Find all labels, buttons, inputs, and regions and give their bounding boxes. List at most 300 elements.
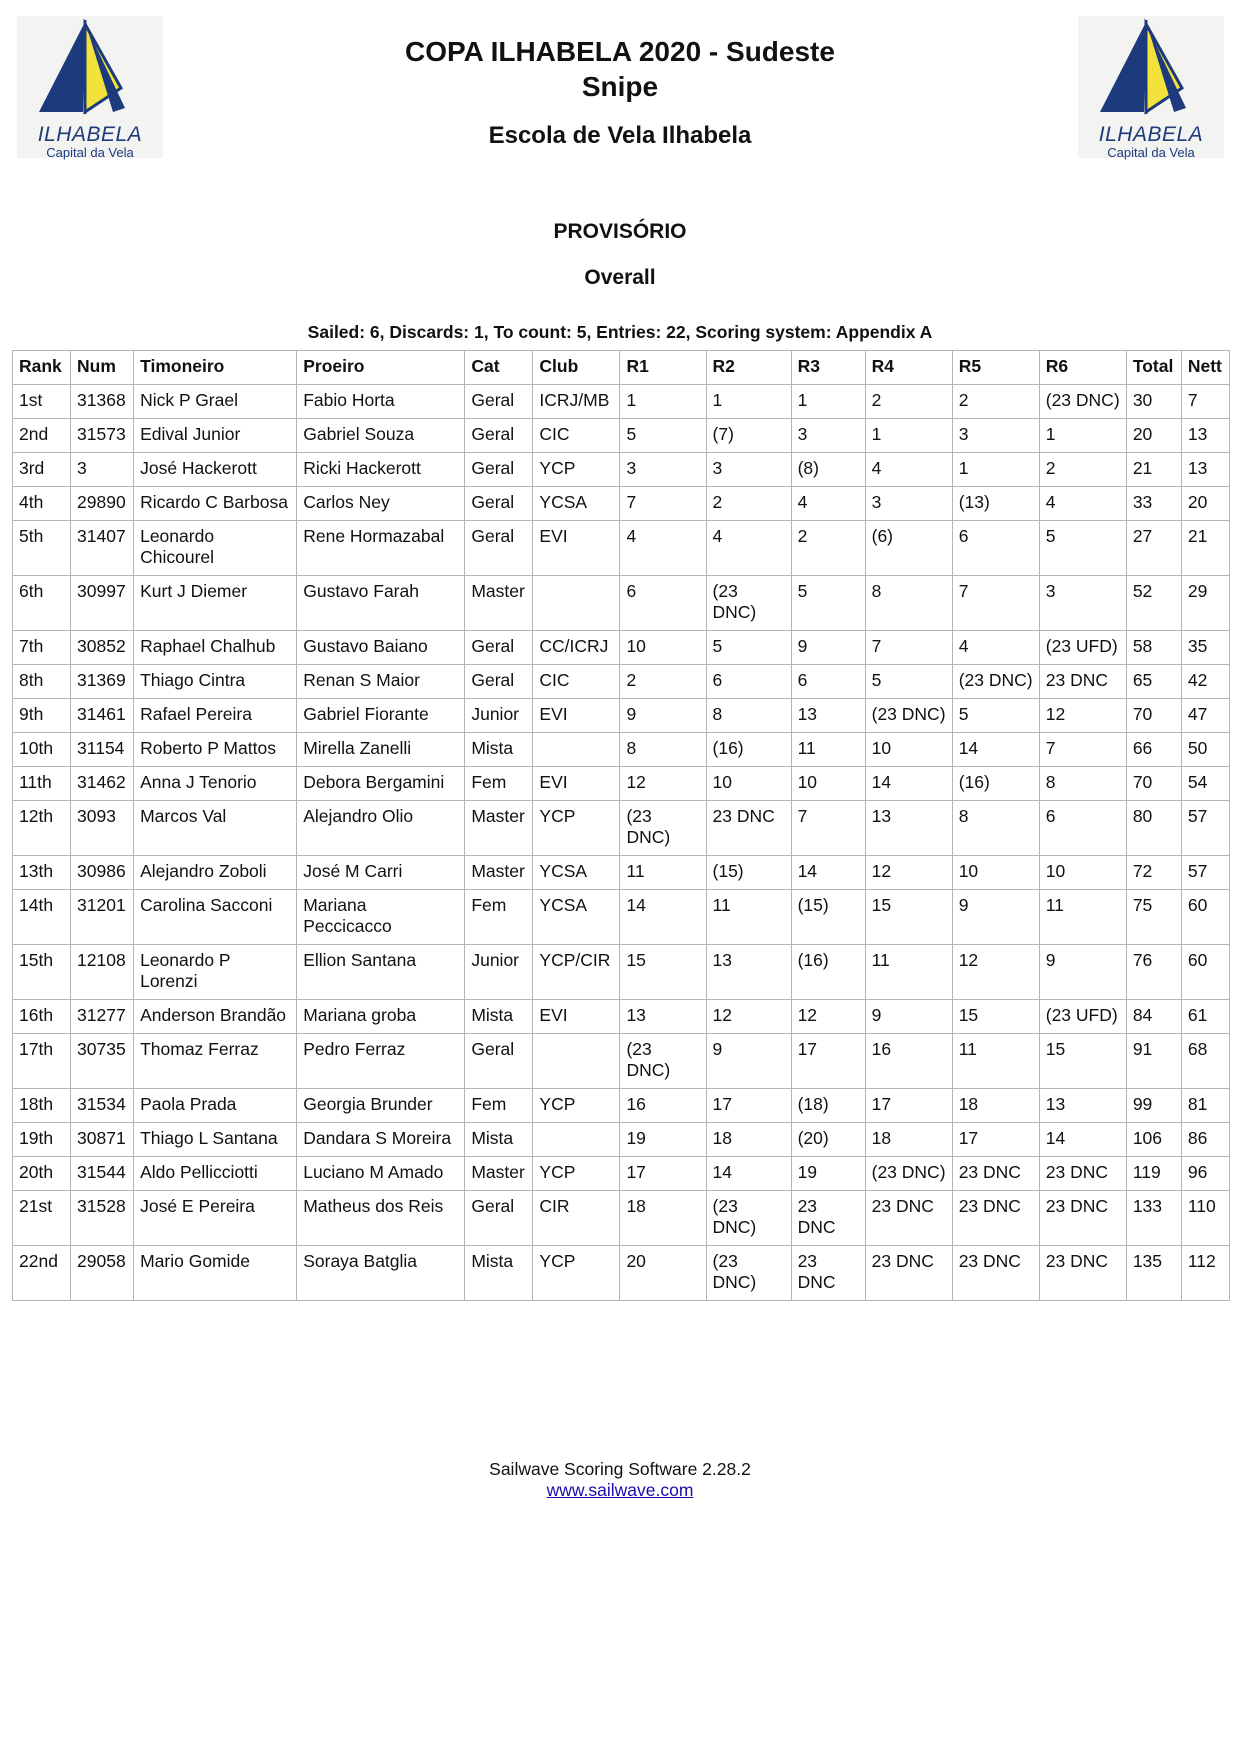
cell-r1: 1 — [620, 385, 706, 419]
cell-r4: 17 — [865, 1089, 952, 1123]
cell-nett: 47 — [1181, 699, 1229, 733]
cell-r2: 4 — [706, 521, 791, 576]
table-header-row — [13, 351, 1230, 385]
cell-nett: 42 — [1181, 665, 1229, 699]
cell-r3: 1 — [791, 385, 865, 419]
cell-r1: 12 — [620, 767, 706, 801]
cell-r5: 23 DNC — [952, 1157, 1039, 1191]
cell-r1: 7 — [620, 487, 706, 521]
cell-r6: 23 DNC — [1039, 1157, 1126, 1191]
cell-r6: 13 — [1039, 1089, 1126, 1123]
cell-r4: (23 DNC) — [865, 699, 952, 733]
cell-crew: Luciano M Amado — [297, 1157, 465, 1191]
cell-total: 75 — [1126, 890, 1181, 945]
cell-rank: 18th — [13, 1089, 71, 1123]
cell-category: Geral — [465, 665, 533, 699]
cell-rank: 12th — [13, 801, 71, 856]
cell-r5: 8 — [952, 801, 1039, 856]
cell-category: Master — [465, 1157, 533, 1191]
cell-r4: 15 — [865, 890, 952, 945]
cell-r6: 3 — [1039, 576, 1126, 631]
cell-r4: (6) — [865, 521, 952, 576]
cell-r4: 14 — [865, 767, 952, 801]
section-title: Overall — [584, 266, 656, 289]
cell-r5: 15 — [952, 1000, 1039, 1034]
cell-r5: 9 — [952, 890, 1039, 945]
table-row — [13, 631, 1230, 665]
cell-r5: 5 — [952, 699, 1039, 733]
cell-category: Fem — [465, 890, 533, 945]
cell-r4: 2 — [865, 385, 952, 419]
cell-r1: 2 — [620, 665, 706, 699]
cell-r5: (13) — [952, 487, 1039, 521]
cell-total: 66 — [1126, 733, 1181, 767]
cell-helm: Thiago L Santana — [134, 1123, 297, 1157]
column-header-r2: R2 — [706, 351, 791, 385]
cell-club: CIC — [533, 665, 620, 699]
cell-category: Mista — [465, 1246, 533, 1301]
cell-r4: 10 — [865, 733, 952, 767]
cell-category: Fem — [465, 767, 533, 801]
cell-r6: 9 — [1039, 945, 1126, 1000]
cell-r5: (23 DNC) — [952, 665, 1039, 699]
cell-club — [533, 1034, 620, 1089]
cell-club — [533, 576, 620, 631]
logo-name: ILHABELA — [37, 123, 143, 146]
table-row — [13, 487, 1230, 521]
cell-r6: (23 DNC) — [1039, 385, 1126, 419]
cell-rank: 2nd — [13, 419, 71, 453]
cell-r2: 5 — [706, 631, 791, 665]
column-header-r6: R6 — [1039, 351, 1126, 385]
cell-total: 80 — [1126, 801, 1181, 856]
cell-category: Geral — [465, 521, 533, 576]
cell-r1: 10 — [620, 631, 706, 665]
cell-r5: (16) — [952, 767, 1039, 801]
cell-rank: 13th — [13, 856, 71, 890]
cell-nett: 57 — [1181, 856, 1229, 890]
cell-category: Geral — [465, 385, 533, 419]
cell-helm: Anna J Tenorio — [134, 767, 297, 801]
column-header-num: Num — [71, 351, 134, 385]
cell-helm: Edival Junior — [134, 419, 297, 453]
cell-r4: 16 — [865, 1034, 952, 1089]
cell-r2: (23 DNC) — [706, 576, 791, 631]
cell-r6: 6 — [1039, 801, 1126, 856]
cell-rank: 19th — [13, 1123, 71, 1157]
cell-r4: 23 DNC — [865, 1246, 952, 1301]
cell-r3: 23 DNC — [791, 1246, 865, 1301]
cell-rank: 20th — [13, 1157, 71, 1191]
cell-r2: 2 — [706, 487, 791, 521]
cell-helm: Raphael Chalhub — [134, 631, 297, 665]
sail-logo-icon — [1078, 16, 1224, 126]
logo-name: ILHABELA — [1098, 123, 1204, 146]
cell-category: Geral — [465, 1191, 533, 1246]
cell-total: 70 — [1126, 767, 1181, 801]
cell-rank: 1st — [13, 385, 71, 419]
results-table — [12, 350, 1230, 1301]
cell-r3: 19 — [791, 1157, 865, 1191]
cell-crew: Pedro Ferraz — [297, 1034, 465, 1089]
cell-r1: 16 — [620, 1089, 706, 1123]
cell-r1: 6 — [620, 576, 706, 631]
cell-r5: 1 — [952, 453, 1039, 487]
table-row — [13, 767, 1230, 801]
cell-r2: 1 — [706, 385, 791, 419]
sailwave-link[interactable]: www.sailwave.com — [546, 1480, 694, 1500]
cell-rank: 7th — [13, 631, 71, 665]
page-header — [250, 34, 990, 150]
cell-r2: 8 — [706, 699, 791, 733]
cell-total: 21 — [1126, 453, 1181, 487]
column-header-r4: R4 — [865, 351, 952, 385]
cell-r1: 17 — [620, 1157, 706, 1191]
cell-r3: 9 — [791, 631, 865, 665]
cell-r2: 3 — [706, 453, 791, 487]
cell-total: 58 — [1126, 631, 1181, 665]
cell-r3: 23 DNC — [791, 1191, 865, 1246]
table-row — [13, 1123, 1230, 1157]
table-row — [13, 733, 1230, 767]
organizer-name: Escola de Vela Ilhabela — [488, 122, 752, 149]
cell-helm: Nick P Grael — [134, 385, 297, 419]
cell-r1: 5 — [620, 419, 706, 453]
cell-total: 91 — [1126, 1034, 1181, 1089]
cell-rank: 22nd — [13, 1246, 71, 1301]
cell-nett: 13 — [1181, 453, 1229, 487]
cell-r2: (23 DNC) — [706, 1191, 791, 1246]
cell-helm: Roberto P Mattos — [134, 733, 297, 767]
cell-r2: 18 — [706, 1123, 791, 1157]
cell-r1: 18 — [620, 1191, 706, 1246]
cell-helm: Aldo Pellicciotti — [134, 1157, 297, 1191]
table-row — [13, 521, 1230, 576]
table-row — [13, 1191, 1230, 1246]
cell-r5: 12 — [952, 945, 1039, 1000]
column-header-nett: Nett — [1181, 351, 1229, 385]
cell-r1: 8 — [620, 733, 706, 767]
cell-club: YCP — [533, 1157, 620, 1191]
cell-r2: (23 DNC) — [706, 1246, 791, 1301]
cell-total: 135 — [1126, 1246, 1181, 1301]
cell-helm: Anderson Brandão — [134, 1000, 297, 1034]
cell-r1: 15 — [620, 945, 706, 1000]
page-footer — [0, 1459, 1240, 1501]
cell-total: 99 — [1126, 1089, 1181, 1123]
table-row — [13, 576, 1230, 631]
event-class: Snipe — [581, 71, 659, 102]
table-row — [13, 945, 1230, 1000]
cell-total: 106 — [1126, 1123, 1181, 1157]
cell-crew: Mariana groba — [297, 1000, 465, 1034]
series-summary: Sailed: 6, Discards: 1, To count: 5, Entries: 22, Scoring system: Appendix A — [307, 322, 933, 342]
cell-category: Master — [465, 856, 533, 890]
cell-nett: 29 — [1181, 576, 1229, 631]
cell-helm: Thiago Cintra — [134, 665, 297, 699]
cell-r4: 9 — [865, 1000, 952, 1034]
cell-rank: 5th — [13, 521, 71, 576]
cell-r6: 1 — [1039, 419, 1126, 453]
cell-r6: 11 — [1039, 890, 1126, 945]
cell-r2: 12 — [706, 1000, 791, 1034]
cell-r4: 7 — [865, 631, 952, 665]
column-header-rank: Rank — [13, 351, 71, 385]
cell-crew: Gustavo Baiano — [297, 631, 465, 665]
cell-num: 31407 — [71, 521, 134, 576]
cell-r4: 18 — [865, 1123, 952, 1157]
cell-nett: 81 — [1181, 1089, 1229, 1123]
cell-r3: 17 — [791, 1034, 865, 1089]
cell-r2: 17 — [706, 1089, 791, 1123]
cell-num: 30986 — [71, 856, 134, 890]
cell-r5: 7 — [952, 576, 1039, 631]
cell-r3: 3 — [791, 419, 865, 453]
cell-r3: 10 — [791, 767, 865, 801]
cell-r4: 5 — [865, 665, 952, 699]
cell-r4: 4 — [865, 453, 952, 487]
cell-club — [533, 733, 620, 767]
column-header-club: Club — [533, 351, 620, 385]
cell-nett: 54 — [1181, 767, 1229, 801]
cell-num: 30735 — [71, 1034, 134, 1089]
cell-num: 31534 — [71, 1089, 134, 1123]
cell-total: 33 — [1126, 487, 1181, 521]
table-row — [13, 801, 1230, 856]
cell-num: 30871 — [71, 1123, 134, 1157]
cell-helm: José Hackerott — [134, 453, 297, 487]
table-body — [13, 385, 1230, 1301]
cell-nett: 86 — [1181, 1123, 1229, 1157]
cell-total: 30 — [1126, 385, 1181, 419]
cell-r1: 9 — [620, 699, 706, 733]
cell-category: Master — [465, 801, 533, 856]
cell-num: 31573 — [71, 419, 134, 453]
cell-nett: 21 — [1181, 521, 1229, 576]
cell-r6: 5 — [1039, 521, 1126, 576]
cell-r3: 14 — [791, 856, 865, 890]
cell-club: YCP — [533, 801, 620, 856]
cell-total: 20 — [1126, 419, 1181, 453]
cell-helm: Kurt J Diemer — [134, 576, 297, 631]
cell-crew: Mirella Zanelli — [297, 733, 465, 767]
cell-crew: Soraya Batglia — [297, 1246, 465, 1301]
cell-nett: 110 — [1181, 1191, 1229, 1246]
cell-r3: 7 — [791, 801, 865, 856]
cell-r4: 8 — [865, 576, 952, 631]
cell-club: YCP/CIR — [533, 945, 620, 1000]
cell-r1: 11 — [620, 856, 706, 890]
cell-total: 76 — [1126, 945, 1181, 1000]
cell-r5: 11 — [952, 1034, 1039, 1089]
table-row — [13, 1034, 1230, 1089]
column-header-r3: R3 — [791, 351, 865, 385]
cell-rank: 17th — [13, 1034, 71, 1089]
cell-r2: 10 — [706, 767, 791, 801]
cell-club: YCP — [533, 1089, 620, 1123]
cell-r2: 9 — [706, 1034, 791, 1089]
cell-category: Geral — [465, 487, 533, 521]
results-status: PROVISÓRIO — [553, 220, 687, 243]
cell-total: 133 — [1126, 1191, 1181, 1246]
cell-r4: 11 — [865, 945, 952, 1000]
cell-r2: 6 — [706, 665, 791, 699]
cell-r6: 4 — [1039, 487, 1126, 521]
cell-r5: 6 — [952, 521, 1039, 576]
cell-rank: 6th — [13, 576, 71, 631]
table-row — [13, 453, 1230, 487]
cell-r6: 8 — [1039, 767, 1126, 801]
cell-helm: Thomaz Ferraz — [134, 1034, 297, 1089]
cell-crew: Gabriel Souza — [297, 419, 465, 453]
cell-helm: Ricardo C Barbosa — [134, 487, 297, 521]
cell-crew: Renan S Maior — [297, 665, 465, 699]
cell-r4: 13 — [865, 801, 952, 856]
cell-club: YCP — [533, 453, 620, 487]
cell-crew: Rene Hormazabal — [297, 521, 465, 576]
cell-club: ICRJ/MB — [533, 385, 620, 419]
cell-total: 84 — [1126, 1000, 1181, 1034]
cell-num: 3093 — [71, 801, 134, 856]
column-header-category: Cat — [465, 351, 533, 385]
cell-helm: Paola Prada — [134, 1089, 297, 1123]
cell-rank: 14th — [13, 890, 71, 945]
cell-helm: Leonardo Chicourel — [134, 521, 297, 576]
cell-crew: Ricki Hackerott — [297, 453, 465, 487]
cell-r6: 2 — [1039, 453, 1126, 487]
cell-nett: 50 — [1181, 733, 1229, 767]
cell-helm: Marcos Val — [134, 801, 297, 856]
cell-rank: 8th — [13, 665, 71, 699]
cell-category: Geral — [465, 419, 533, 453]
cell-nett: 60 — [1181, 890, 1229, 945]
cell-rank: 11th — [13, 767, 71, 801]
cell-total: 70 — [1126, 699, 1181, 733]
cell-nett: 20 — [1181, 487, 1229, 521]
cell-total: 52 — [1126, 576, 1181, 631]
logo-subtitle: Capital da Vela — [1107, 145, 1195, 160]
cell-r2: 23 DNC — [706, 801, 791, 856]
logo-ilhabela-left — [17, 16, 163, 158]
cell-crew: Gustavo Farah — [297, 576, 465, 631]
cell-r5: 10 — [952, 856, 1039, 890]
cell-num: 30852 — [71, 631, 134, 665]
cell-club: CIC — [533, 419, 620, 453]
cell-r1: (23 DNC) — [620, 1034, 706, 1089]
cell-r3: 11 — [791, 733, 865, 767]
cell-num: 31369 — [71, 665, 134, 699]
cell-club: CIR — [533, 1191, 620, 1246]
cell-rank: 21st — [13, 1191, 71, 1246]
cell-r5: 17 — [952, 1123, 1039, 1157]
cell-r6: 12 — [1039, 699, 1126, 733]
column-header-total: Total — [1126, 351, 1181, 385]
logo-subtitle: Capital da Vela — [46, 145, 134, 160]
cell-club: YCSA — [533, 856, 620, 890]
cell-r3: 5 — [791, 576, 865, 631]
cell-r1: 13 — [620, 1000, 706, 1034]
table-row — [13, 1157, 1230, 1191]
cell-total: 119 — [1126, 1157, 1181, 1191]
cell-crew: Matheus dos Reis — [297, 1191, 465, 1246]
sail-logo-icon — [17, 16, 163, 126]
cell-r3: 2 — [791, 521, 865, 576]
table-row — [13, 1246, 1230, 1301]
cell-category: Mista — [465, 1000, 533, 1034]
cell-num: 31528 — [71, 1191, 134, 1246]
cell-r1: 3 — [620, 453, 706, 487]
cell-r3: 6 — [791, 665, 865, 699]
cell-num: 31462 — [71, 767, 134, 801]
cell-r5: 18 — [952, 1089, 1039, 1123]
table-row — [13, 1000, 1230, 1034]
cell-helm: Carolina Sacconi — [134, 890, 297, 945]
cell-helm: Rafael Pereira — [134, 699, 297, 733]
cell-r2: (7) — [706, 419, 791, 453]
cell-r4: 1 — [865, 419, 952, 453]
table-row — [13, 699, 1230, 733]
cell-r3: (16) — [791, 945, 865, 1000]
cell-r6: 23 DNC — [1039, 665, 1126, 699]
cell-helm: Mario Gomide — [134, 1246, 297, 1301]
cell-r4: 3 — [865, 487, 952, 521]
cell-num: 29890 — [71, 487, 134, 521]
cell-crew: Mariana Peccicacco — [297, 890, 465, 945]
cell-nett: 60 — [1181, 945, 1229, 1000]
cell-r1: 14 — [620, 890, 706, 945]
cell-r6: 23 DNC — [1039, 1191, 1126, 1246]
cell-r2: 11 — [706, 890, 791, 945]
cell-r6: 15 — [1039, 1034, 1126, 1089]
cell-r5: 14 — [952, 733, 1039, 767]
cell-num: 31277 — [71, 1000, 134, 1034]
cell-helm: José E Pereira — [134, 1191, 297, 1246]
cell-club: EVI — [533, 699, 620, 733]
cell-category: Junior — [465, 945, 533, 1000]
software-credit: Sailwave Scoring Software 2.28.2 — [489, 1459, 751, 1479]
cell-num: 31368 — [71, 385, 134, 419]
cell-category: Master — [465, 576, 533, 631]
cell-category: Geral — [465, 1034, 533, 1089]
cell-total: 72 — [1126, 856, 1181, 890]
cell-r5: 2 — [952, 385, 1039, 419]
cell-crew: Georgia Brunder — [297, 1089, 465, 1123]
cell-crew: Alejandro Olio — [297, 801, 465, 856]
cell-r5: 3 — [952, 419, 1039, 453]
cell-num: 12108 — [71, 945, 134, 1000]
cell-r4: 23 DNC — [865, 1191, 952, 1246]
cell-r5: 4 — [952, 631, 1039, 665]
table-row — [13, 1089, 1230, 1123]
cell-num: 29058 — [71, 1246, 134, 1301]
cell-r6: 14 — [1039, 1123, 1126, 1157]
cell-r5: 23 DNC — [952, 1191, 1039, 1246]
cell-num: 31461 — [71, 699, 134, 733]
cell-club: EVI — [533, 521, 620, 576]
cell-r4: (23 DNC) — [865, 1157, 952, 1191]
cell-r3: (20) — [791, 1123, 865, 1157]
cell-r1: (23 DNC) — [620, 801, 706, 856]
cell-r1: 19 — [620, 1123, 706, 1157]
table-row — [13, 385, 1230, 419]
cell-r6: 23 DNC — [1039, 1246, 1126, 1301]
table-row — [13, 890, 1230, 945]
cell-category: Geral — [465, 453, 533, 487]
column-header-r1: R1 — [620, 351, 706, 385]
cell-r3: 4 — [791, 487, 865, 521]
cell-r3: (18) — [791, 1089, 865, 1123]
event-title: COPA ILHABELA 2020 - Sudeste — [405, 36, 835, 67]
